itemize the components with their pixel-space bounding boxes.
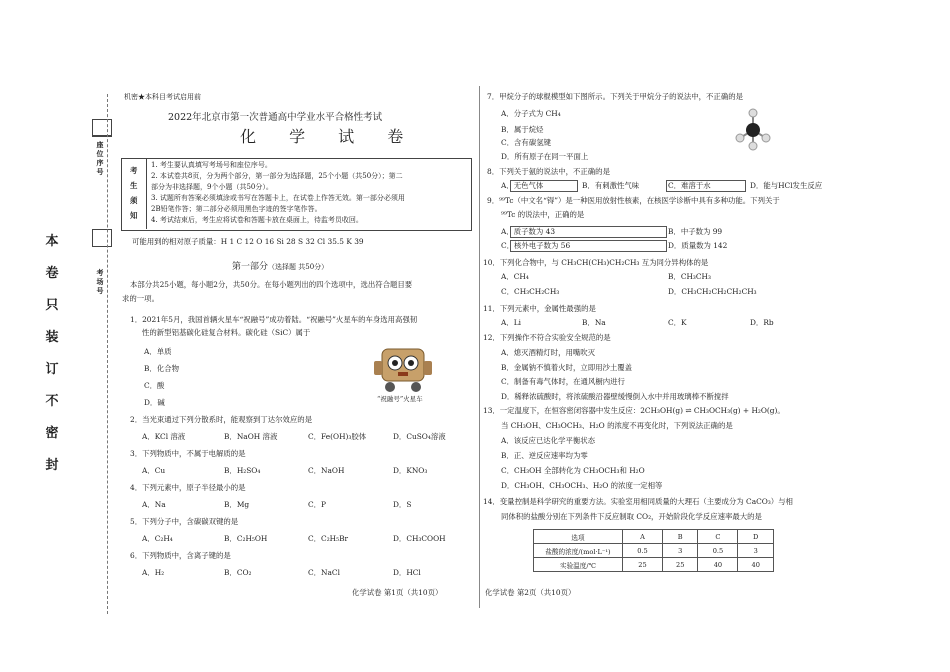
q4-opt-a[interactable]: A．Na [142, 500, 166, 509]
exam-room-box[interactable] [92, 229, 112, 247]
notice-label: 考生须知 [130, 166, 138, 220]
q6-opt-c[interactable]: C．NaCl [308, 568, 340, 577]
table-cell: 选项 [534, 530, 623, 544]
q9-opt-c[interactable]: C．核外电子数为 56 [501, 241, 571, 250]
table-cell: 0.5 [698, 544, 738, 558]
q10-opt-a[interactable]: A．CH₄ [501, 272, 529, 281]
notice-3b: 2B铅笔作答；第二部分必须用黑色字迹的签字笔作答。 [151, 205, 322, 213]
q1-stem-2: 性的新型铝基碳化硅复合材料。碳化硅（SiC）属于 [142, 328, 311, 337]
q13-opt-d[interactable]: D．CH₃OH、CH₃OCH₃、H₂O 的浓度一定相等 [501, 481, 663, 490]
part1-title: 第一部分（选择题 共50分） [232, 262, 329, 272]
part1-intro-2: 求的一项。 [122, 294, 159, 303]
q3-opt-c[interactable]: C．NaOH [308, 466, 345, 475]
q10-opt-d[interactable]: D．CH₃CH₂CH₂CH₂CH₃ [668, 287, 757, 296]
table-cell: 25 [623, 558, 663, 572]
q3-opt-b[interactable]: B．H₂SO₄ [224, 466, 261, 475]
exam-title: 2022年北京市第一次普通高中学业水平合格性考试 [168, 112, 383, 123]
q9-opt-d[interactable]: D．质量数为 142 [668, 241, 728, 250]
table-cell: 40 [738, 558, 774, 572]
q9-stem-1: 9．⁹⁹Tc（中文名“锝”）是一种医用放射性核素，在核医学诊断中具有多种功能。下列关于 [487, 196, 780, 205]
q3-opt-d[interactable]: D．KNO₃ [393, 466, 428, 475]
q2-opt-a[interactable]: A．KCl 溶液 [142, 432, 186, 441]
notice-2b: 部分为非选择题，9个小题（共50分）。 [151, 183, 273, 191]
table-cell: 实验温度/℃ [534, 558, 623, 572]
q7-opt-a[interactable]: A．分子式为 CH₄ [501, 109, 561, 118]
page-divider [479, 86, 480, 608]
q4-opt-c[interactable]: C．P [308, 500, 327, 509]
seat-number-box-2[interactable] [92, 135, 112, 137]
table-row [534, 558, 774, 572]
mars-rover-caption: “祝融号”火星车 [377, 395, 423, 403]
q1-opt-d[interactable]: D．碱 [144, 398, 165, 407]
q3-opt-a[interactable]: A．Cu [142, 466, 166, 475]
q6-opt-a[interactable]: A．H₂ [142, 568, 165, 577]
q11-opt-a[interactable]: A．Li [501, 318, 521, 327]
q5-opt-a[interactable]: A．C₂H₄ [142, 534, 173, 543]
table-cell: 25 [662, 558, 698, 572]
table-cell: 3 [662, 544, 698, 558]
q8-stem: 8．下列关于氨的说法中，不正确的是 [487, 167, 610, 176]
q8-opt-b[interactable]: B．有刺激性气味 [582, 181, 640, 190]
table-cell: 3 [738, 544, 774, 558]
q13-opt-c[interactable]: C．CH₃OH 全部转化为 CH₃OCH₃和 H₂O [501, 466, 645, 475]
q4-stem: 4．下列元素中，原子半径最小的是 [130, 483, 246, 492]
q1-opt-c[interactable]: C．酸 [144, 381, 165, 390]
q10-stem: 10．下列化合物中，与 CH₃CH(CH₃)CH₂CH₃ 互为同分异构体的是 [483, 258, 709, 267]
q6-stem: 6．下列物质中，含离子键的是 [130, 551, 231, 560]
table-cell: C [698, 530, 738, 544]
q13-opt-a[interactable]: A．该反应已达化学平衡状态 [501, 436, 596, 445]
q14-table [533, 529, 774, 572]
notice-list [151, 160, 405, 226]
seal-text: 本 卷 只 装 订 不 密 封 [45, 234, 59, 473]
q9-stem-2: ⁹⁹Tc 的说法中，正确的是 [501, 210, 585, 219]
q9-opt-a[interactable]: A．质子数为 43 [501, 227, 556, 236]
methane-model-image [735, 108, 771, 152]
q8-opt-a[interactable]: A．无色气体 [501, 181, 544, 190]
left-footer: 化学试卷 第1页（共10页） [352, 588, 443, 597]
table-cell: 40 [698, 558, 738, 572]
q12-opt-c[interactable]: C．制备有毒气体时，在通风橱内进行 [501, 377, 625, 386]
q10-opt-b[interactable]: B．CH₃CH₃ [668, 272, 711, 281]
q9-opt-b[interactable]: B．中子数为 99 [668, 227, 723, 236]
mars-rover-image [372, 343, 438, 393]
part1-intro-1: 本部分共25小题，每小题2分，共50分。在每小题列出的四个选项中，选出符合题目要 [130, 280, 413, 289]
atomic-masses: 可能用到的相对原子质量：H 1 C 12 O 16 Si 28 S 32 Cl 35.5 K 39 [132, 237, 364, 246]
q10-opt-c[interactable]: C．CH₃CH₂CH₃ [501, 287, 560, 296]
seat-label: 座位序号 [96, 140, 104, 176]
notice-divider [146, 158, 147, 229]
q7-opt-c[interactable]: C．含有碳氢键 [501, 138, 551, 147]
q1-opt-b[interactable]: B．化合物 [144, 364, 179, 373]
q11-opt-c[interactable]: C．K [668, 318, 687, 327]
table-row [534, 544, 774, 558]
q4-opt-b[interactable]: B．Mg [224, 500, 250, 509]
q5-stem: 5．下列分子中，含碳碳双键的是 [130, 517, 239, 526]
q6-opt-b[interactable]: B．CO₂ [224, 568, 252, 577]
q2-opt-d[interactable]: D．CuSO₄溶液 [393, 432, 446, 441]
exam-room-label: 考场号 [96, 268, 104, 295]
q2-stem: 2．当光束通过下列分散系时，能观察到丁达尔效应的是 [130, 415, 313, 424]
secret-mark: 机密★本科目考试启用前 [124, 93, 201, 101]
q12-stem: 12．下列操作不符合实验安全规范的是 [483, 333, 611, 342]
q4-opt-d[interactable]: D．S [393, 500, 412, 509]
table-cell: 0.5 [623, 544, 663, 558]
q12-opt-b[interactable]: B．金属钠不慎着火时，立即用沙土覆盖 [501, 363, 633, 372]
q5-opt-c[interactable]: C．C₂H₅Br [308, 534, 349, 543]
q7-opt-b[interactable]: B．属于烷烃 [501, 125, 544, 134]
table-cell: B [662, 530, 698, 544]
table-cell: 盐酸的浓度/(mol·L⁻¹) [534, 544, 623, 558]
q2-opt-b[interactable]: B．NaOH 溶液 [224, 432, 278, 441]
q13-opt-b[interactable]: B．正、逆反应速率均为零 [501, 451, 588, 460]
q5-opt-d[interactable]: D．CH₃COOH [393, 534, 446, 543]
q11-stem: 11．下列元素中，金属性最强的是 [483, 304, 596, 313]
q11-opt-d[interactable]: D．Rb [750, 318, 774, 327]
notice-1: 1. 考生要认真填写考场号和座位序号。 [151, 161, 272, 169]
q12-opt-a[interactable]: A．熄灭酒精灯时，用嘴吹灭 [501, 348, 596, 357]
table-cell: A [623, 530, 663, 544]
q1-stem-1: 1．2021年5月，我国首辆火星车“祝融号”成功着陆。“祝融号”火星车的车身选用高强韧 [130, 315, 418, 324]
table-row [534, 530, 774, 544]
q6-opt-d[interactable]: D．HCl [393, 568, 421, 577]
q5-opt-b[interactable]: B．C₂H₅OH [224, 534, 268, 543]
notice-3: 3. 试题所有答案必须填涂或书写在答题卡上，在试卷上作答无效。第一部分必须用 [151, 194, 405, 202]
table-cell: D [738, 530, 774, 544]
q2-opt-c[interactable]: C．Fe(OH)₃胶体 [308, 432, 367, 441]
right-footer: 化学试卷 第2页（共10页） [485, 588, 576, 597]
q1-opt-a[interactable]: A．单质 [144, 347, 172, 356]
q13-stem-2: 当 CH₃OH、CH₃OCH₃、H₂O 的浓度不再变化时，下列说法正确的是 [501, 421, 733, 430]
q12-opt-d[interactable]: D．稀释浓硫酸时，将浓硫酸沿器壁缓慢倒入水中并用玻璃棒不断搅拌 [501, 392, 729, 401]
q13-stem-1: 13．一定温度下，在恒容密闭容器中发生反应：2CH₃OH(g) ⇌ CH₃OCH₃(g) + H₂O(g)。 [483, 406, 785, 415]
q14-stem-1: 14．变量控制是科学研究的重要方法。实验室用相同质量的大理石（主要成分为 CaCO₃）与相 [483, 497, 793, 506]
q11-opt-b[interactable]: B．Na [582, 318, 606, 327]
q3-stem: 3．下列物质中，不属于电解质的是 [130, 449, 246, 458]
subject-title: 化 学 试 卷 [240, 127, 418, 146]
q7-stem: 7．甲烷分子的球棍模型如下图所示。下列关于甲烷分子的说法中，不正确的是 [487, 92, 743, 101]
q14-stem-2: 同体积的盐酸分别在下列条件下反应制取 CO₂，开始阶段化学反应速率最大的是 [501, 512, 762, 521]
q7-opt-d[interactable]: D．所有原子在同一平面上 [501, 152, 589, 161]
notice-4: 4. 考试结束后，考生应将试卷和答题卡放在桌面上，待监考员收回。 [151, 216, 363, 224]
q8-opt-d[interactable]: D．能与HCl发生反应 [750, 181, 823, 190]
binding-line [107, 94, 108, 614]
q8-opt-c[interactable]: C．难溶于水 [668, 181, 711, 190]
notice-2: 2. 本试卷共8页，分为两个部分，第一部分为选择题，25个小题（共50分）；第二 [151, 172, 403, 180]
